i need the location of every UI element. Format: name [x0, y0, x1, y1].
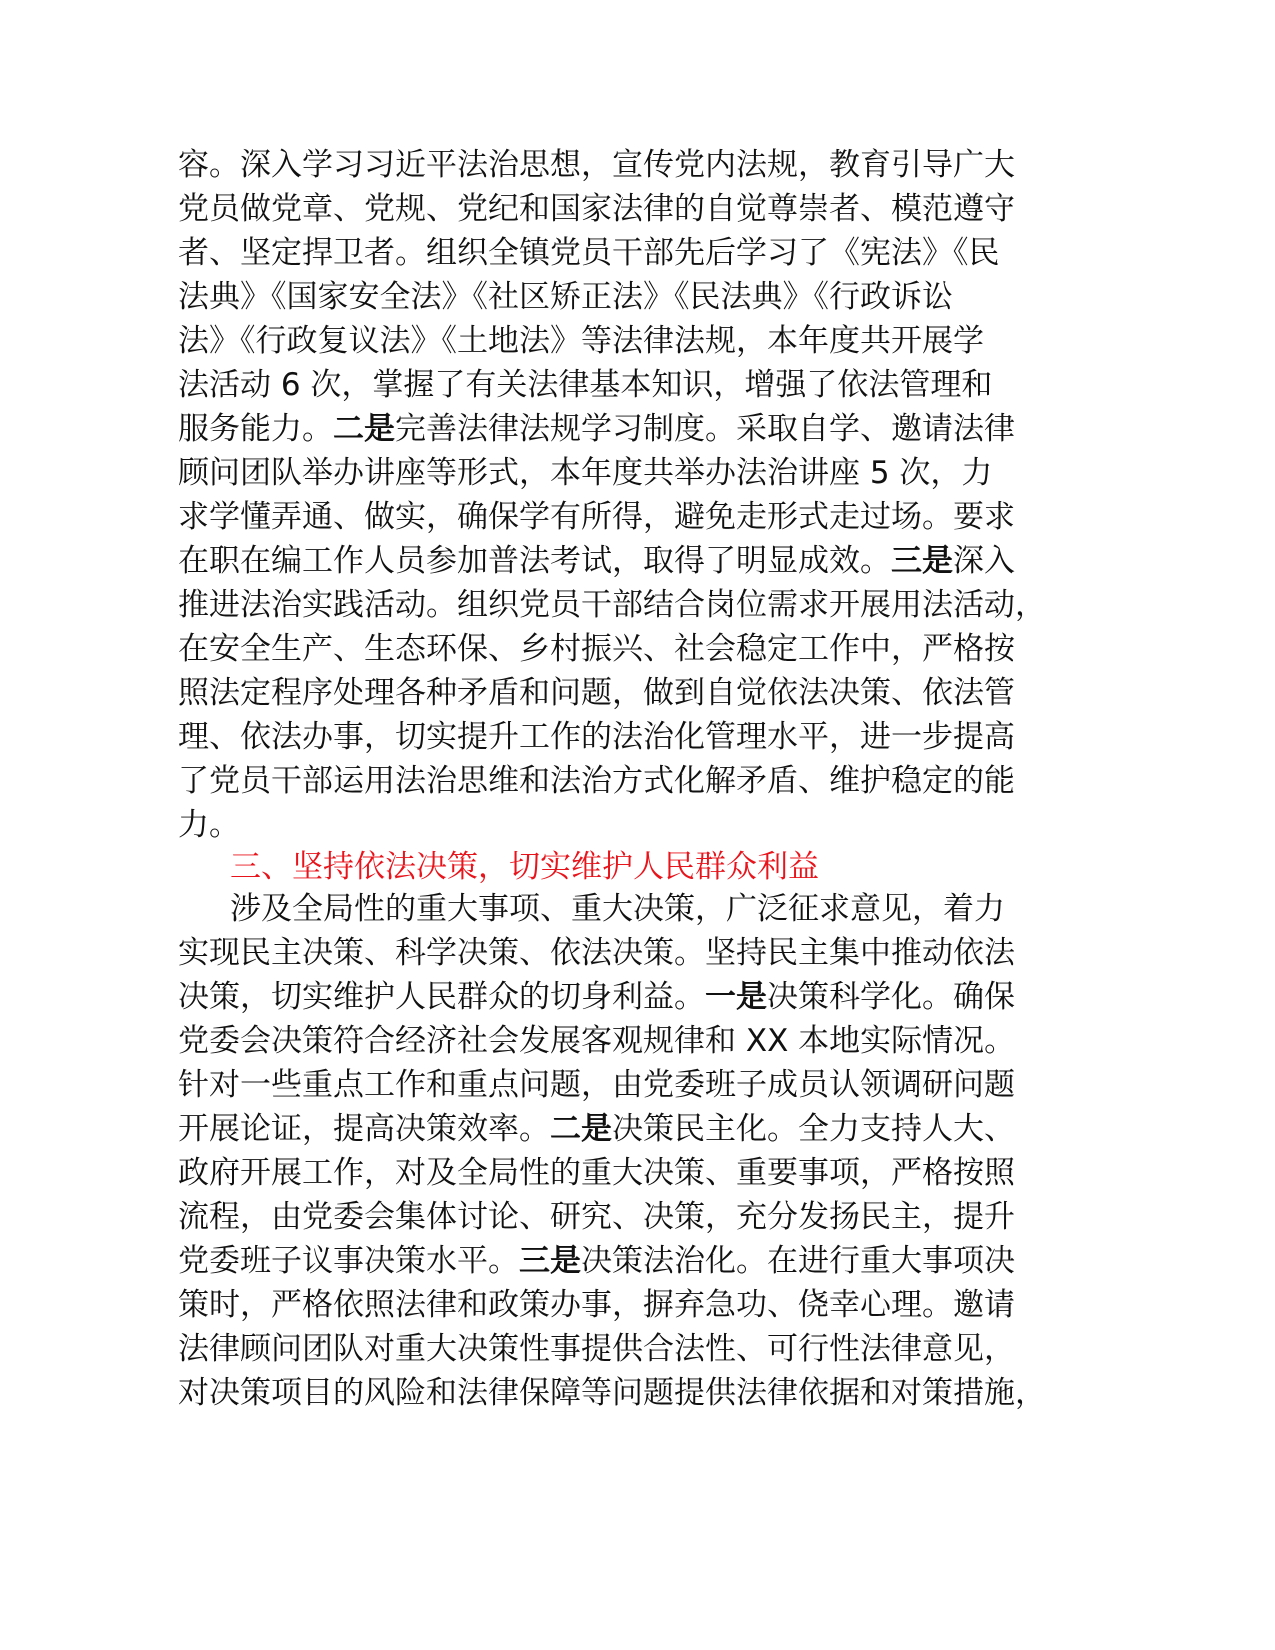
- text-run: 决策科学化。确保: [767, 979, 1015, 1015]
- text-line: 顾问团队举办讲座等形式，本年度共举办法治讲座 5 次，力: [178, 455, 993, 491]
- text-line: 法典》《国家安全法》《社区矫正法》《民法典》《行政诉讼: [178, 279, 953, 315]
- text-run: 深入: [953, 543, 1015, 579]
- text-run: 在职在编工作人员参加普法考试，取得了明显成效。: [178, 543, 891, 579]
- text-line: 在安全生产、生态环保、乡村振兴、社会稳定工作中，严格按: [178, 631, 1015, 667]
- text-line: 照法定程序处理各种矛盾和问题，做到自觉依法决策、依法管: [178, 675, 1015, 711]
- text-line: 政府开展工作，对及全局性的重大决策、重要事项，严格按照: [178, 1155, 1015, 1191]
- section-heading: 三、坚持依法决策，切实维护人民群众利益: [230, 849, 819, 885]
- text-line: 实现民主决策、科学决策、依法决策。坚持民主集中推动依法: [178, 935, 1015, 971]
- text-line: 涉及全局性的重大事项、重大决策，广泛征求意见，着力: [230, 891, 1005, 927]
- text-line: 法》《行政复议法》《土地法》等法律法规，本年度共开展学: [178, 323, 984, 359]
- text-run: 决策民主化。全力支持人大、: [612, 1111, 1015, 1147]
- document-body: [178, 143, 1058, 1415]
- bold-marker-second: 二是: [333, 411, 395, 447]
- text-line: 了党员干部运用法治思维和法治方式化解矛盾、维护稳定的能: [178, 763, 1015, 799]
- text-line: 针对一些重点工作和重点问题，由党委班子成员认领调研问题: [178, 1067, 1015, 1103]
- text-line: [178, 539, 1058, 583]
- bold-marker-first: 一是: [705, 979, 767, 1015]
- text-line: 推进法治实践活动。组织党员干部结合岗位需求开展用法活动，: [178, 587, 1046, 623]
- text-line: 者、坚定捍卫者。组织全镇党员干部先后学习了《宪法》《民: [178, 235, 1000, 271]
- text-run: 开展论证，提高决策效率。: [178, 1111, 550, 1147]
- text-line: [178, 407, 1058, 451]
- bold-marker-second: 二是: [550, 1111, 612, 1147]
- text-line: 对决策项目的风险和法律保障等问题提供法律依据和对策措施，: [178, 1375, 1046, 1411]
- text-line: 求学懂弄通、做实，确保学有所得，避免走形式走过场。要求: [178, 499, 1015, 535]
- bold-marker-third: 三是: [519, 1243, 581, 1279]
- text-run: 党委班子议事决策水平。: [178, 1243, 519, 1279]
- text-run: 决策，切实维护人民群众的切身利益。: [178, 979, 705, 1015]
- text-line: 力。: [178, 807, 240, 843]
- text-line: 策时，严格依照法律和政策办事，摒弃急功、侥幸心理。邀请: [178, 1287, 1015, 1323]
- text-line: 容。深入学习习近平法治思想，宣传党内法规，教育引导广大: [178, 147, 1015, 183]
- text-line: 法律顾问团队对重大决策性事提供合法性、可行性法律意见，: [178, 1331, 1015, 1367]
- text-line: 党员做党章、党规、党纪和国家法律的自觉尊崇者、模范遵守: [178, 191, 1015, 227]
- text-line: [178, 1107, 1058, 1151]
- text-line: [178, 1239, 1058, 1283]
- text-run: 服务能力。: [178, 411, 333, 447]
- text-line: 理、依法办事，切实提升工作的法治化管理水平，进一步提高: [178, 719, 1015, 755]
- text-line: [178, 975, 1058, 1019]
- text-line: 流程，由党委会集体讨论、研究、决策，充分发扬民主，提升: [178, 1199, 1015, 1235]
- bold-marker-third: 三是: [891, 543, 953, 579]
- paragraph-study-law: [178, 143, 1058, 847]
- text-line: 党委会决策符合经济社会发展客观规律和 XX 本地实际情况。: [178, 1023, 1016, 1059]
- text-run: 决策法治化。在进行重大事项决: [581, 1243, 1015, 1279]
- paragraph-decision-making: [178, 887, 1058, 1415]
- text-run: 完善法律法规学习制度。采取自学、邀请法律: [395, 411, 1015, 447]
- text-line: 法活动 6 次，掌握了有关法律基本知识，增强了依法管理和: [178, 367, 993, 403]
